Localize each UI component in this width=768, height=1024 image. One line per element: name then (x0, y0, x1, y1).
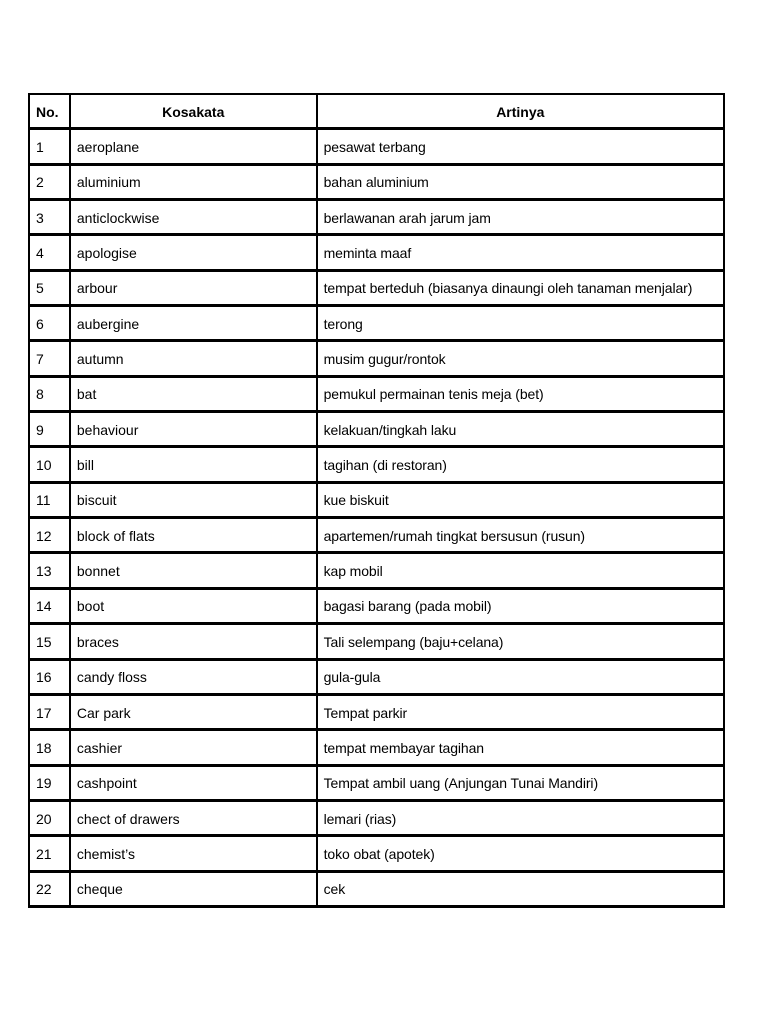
vocabulary-cell: aluminium (71, 166, 318, 201)
vocabulary-cell: bat (71, 378, 318, 413)
table-row (30, 378, 725, 413)
table-row (30, 661, 725, 696)
meaning-cell: gula-gula (318, 661, 725, 696)
meaning-cell: Tempat ambil uang (Anjungan Tunai Mandiri) (318, 767, 725, 802)
table-header (30, 95, 725, 130)
vocabulary-cell: Car park (71, 696, 318, 731)
table-row (30, 767, 725, 802)
vocabulary-cell: cashier (71, 731, 318, 766)
row-number: 13 (30, 554, 71, 589)
vocabulary-cell: biscuit (71, 484, 318, 519)
meaning-cell: pesawat terbang (318, 130, 725, 165)
vocabulary-cell: cheque (71, 873, 318, 908)
table-row (30, 590, 725, 625)
row-number: 18 (30, 731, 71, 766)
vocabulary-cell: braces (71, 625, 318, 660)
vocabulary-cell: boot (71, 590, 318, 625)
meaning-cell: pemukul permainan tenis meja (bet) (318, 378, 725, 413)
table-row (30, 696, 725, 731)
meaning-cell: lemari (rias) (318, 802, 725, 837)
row-number: 16 (30, 661, 71, 696)
meaning-cell: kap mobil (318, 554, 725, 589)
table-row (30, 130, 725, 165)
vocabulary-table (28, 93, 725, 908)
table-row (30, 166, 725, 201)
row-number: 21 (30, 837, 71, 872)
meaning-cell: terong (318, 307, 725, 342)
vocabulary-cell: cashpoint (71, 767, 318, 802)
row-number: 7 (30, 342, 71, 377)
meaning-cell: cek (318, 873, 725, 908)
meaning-cell: toko obat (apotek) (318, 837, 725, 872)
vocabulary-cell: bill (71, 448, 318, 483)
table-body (30, 130, 725, 908)
header-meaning: Artinya (318, 95, 725, 130)
meaning-cell: tempat membayar tagihan (318, 731, 725, 766)
vocabulary-cell: bonnet (71, 554, 318, 589)
row-number: 12 (30, 519, 71, 554)
meaning-cell: kue biskuit (318, 484, 725, 519)
row-number: 3 (30, 201, 71, 236)
row-number: 15 (30, 625, 71, 660)
vocabulary-cell: block of flats (71, 519, 318, 554)
meaning-cell: apartemen/rumah tingkat bersusun (rusun) (318, 519, 725, 554)
meaning-cell: meminta maaf (318, 236, 725, 271)
vocabulary-cell: autumn (71, 342, 318, 377)
row-number: 6 (30, 307, 71, 342)
table-row (30, 731, 725, 766)
meaning-cell: tagihan (di restoran) (318, 448, 725, 483)
meaning-cell: Tali selempang (baju+celana) (318, 625, 725, 660)
table-row (30, 272, 725, 307)
table-row (30, 307, 725, 342)
vocabulary-cell: behaviour (71, 413, 318, 448)
table-row (30, 413, 725, 448)
row-number: 5 (30, 272, 71, 307)
header-no: No. (30, 95, 71, 130)
meaning-cell: bagasi barang (pada mobil) (318, 590, 725, 625)
vocabulary-cell: anticlockwise (71, 201, 318, 236)
table-row (30, 236, 725, 271)
vocabulary-cell: chemist’s (71, 837, 318, 872)
row-number: 4 (30, 236, 71, 271)
header-vocabulary: Kosakata (71, 95, 318, 130)
table-row (30, 837, 725, 872)
meaning-cell: tempat berteduh (biasanya dinaungi oleh tanaman menjalar) (318, 272, 725, 307)
vocabulary-cell: chect of drawers (71, 802, 318, 837)
row-number: 22 (30, 873, 71, 908)
vocabulary-cell: apologise (71, 236, 318, 271)
row-number: 9 (30, 413, 71, 448)
vocabulary-cell: aubergine (71, 307, 318, 342)
meaning-cell: bahan aluminium (318, 166, 725, 201)
table-row (30, 342, 725, 377)
vocabulary-cell: aeroplane (71, 130, 318, 165)
row-number: 20 (30, 802, 71, 837)
table-row (30, 625, 725, 660)
vocabulary-cell: candy floss (71, 661, 318, 696)
meaning-cell: musim gugur/rontok (318, 342, 725, 377)
table-row (30, 448, 725, 483)
table-row (30, 873, 725, 908)
row-number: 19 (30, 767, 71, 802)
meaning-cell: berlawanan arah jarum jam (318, 201, 725, 236)
row-number: 1 (30, 130, 71, 165)
row-number: 14 (30, 590, 71, 625)
table-row (30, 519, 725, 554)
meaning-cell: Tempat parkir (318, 696, 725, 731)
row-number: 2 (30, 166, 71, 201)
table-row (30, 201, 725, 236)
table-row (30, 554, 725, 589)
header-row (30, 95, 725, 130)
table-row (30, 484, 725, 519)
table-row (30, 802, 725, 837)
row-number: 8 (30, 378, 71, 413)
vocabulary-cell: arbour (71, 272, 318, 307)
row-number: 10 (30, 448, 71, 483)
row-number: 11 (30, 484, 71, 519)
meaning-cell: kelakuan/tingkah laku (318, 413, 725, 448)
row-number: 17 (30, 696, 71, 731)
